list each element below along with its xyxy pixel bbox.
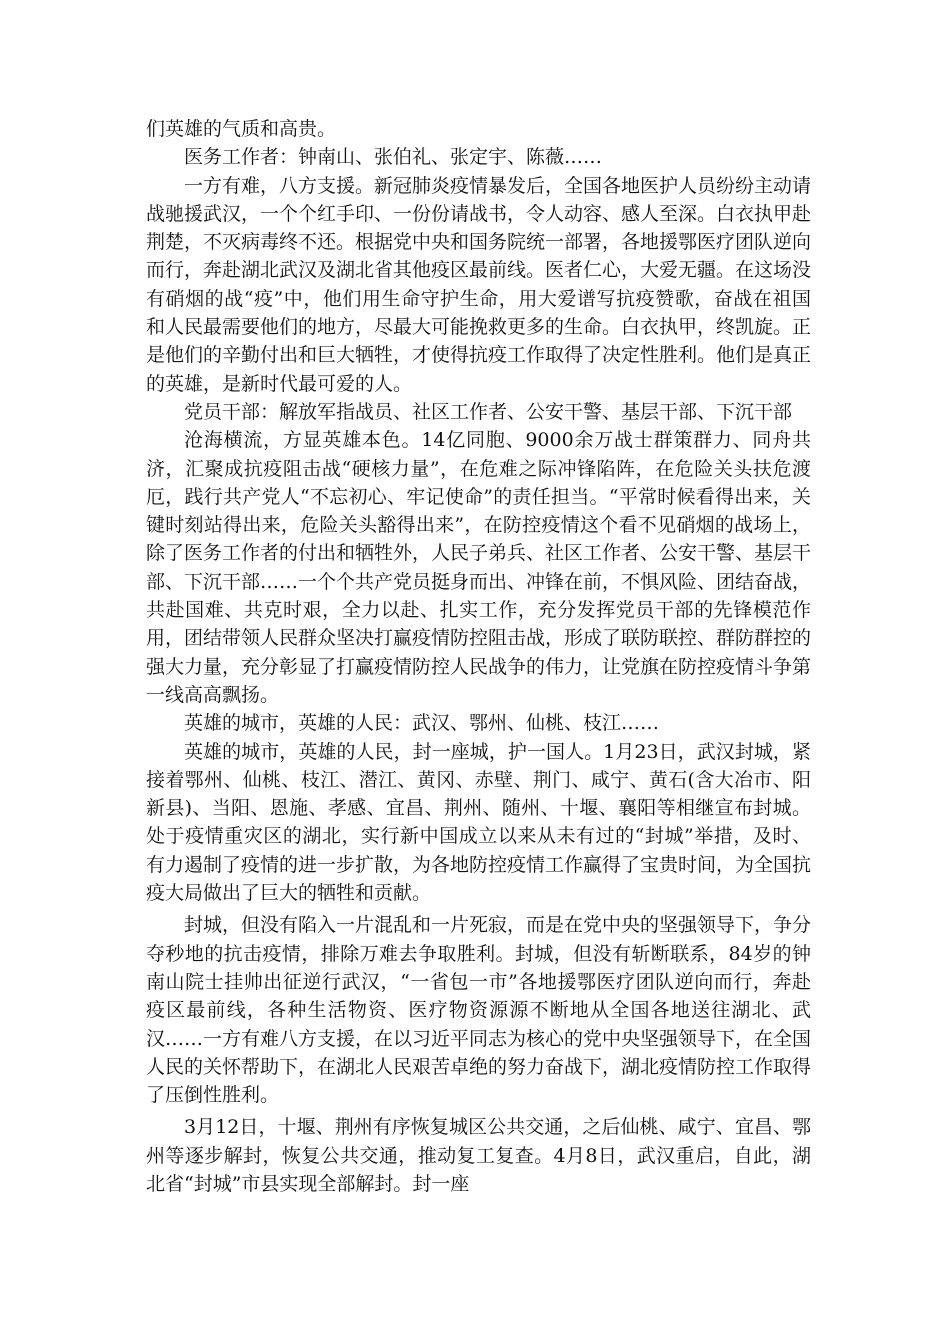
paragraph-continuation: 们英雄的气质和高贵。 bbox=[146, 118, 337, 140]
paragraph-party-cadres: 沧海横流，方显英雄本色。14亿同胞、9000余万战士群策群力、同舟共济，汇聚成抗疫阻击战“硬核力量”，在危难之际冲锋陷阵，在危险关头扶危渡厄，践行共产党人“不忘初心、牢记使命”的责任担当。“平常时候看得出来，关键时刻站得出来，危险关头豁得出来”，在防控疫情这个看不见硝烟的战场上，除了医务工作者的付出和牺牲外，人民子弟兵、社区工作者、公安干警、基层干部、下沉干部……一个个共产党员挺身而出、冲锋在前，不惧风险、团结奋战，共赴国难、共克时艰，全力以赴、扎实工作，充分发挥党员干部的先锋模范作用，团结带领人民群众坚决打赢疫情防控阻击战，形成了联防联控、群防群控的强大力量，充分彰显了打赢疫情防控人民战争的伟力，让党旗在防控疫情斗争第一线高高飘扬。 bbox=[146, 429, 812, 706]
heading-medical-workers: 医务工作者：钟南山、张伯礼、张定宇、陈薇…… bbox=[184, 146, 603, 169]
document-page bbox=[146, 115, 811, 1198]
heading-party-cadres: 党员干部：解放军指战员、社区工作者、公安干警、基层干部、下沉干部 bbox=[184, 400, 793, 423]
paragraph-reopening: 3月12日，十堰、荆州有序恢复城区公共交通，之后仙桃、咸宁、宜昌、鄂州等逐步解封，恢复公共交通，推动复工复查。4月8日，武汉重启，自此，湖北省“封城”市县实现全部解封。封一座 bbox=[146, 1116, 811, 1195]
paragraph-city-lockdown: 英雄的城市，英雄的人民，封一座城，护一国人。1月23日，武汉封城，紧接着鄂州、仙桃、枝江、潜江、黄冈、赤壁、荆门、咸宁、黄石(含大冶市、阳新县)、当阳、恩施、孝感、宜昌、荆州、随州、十堰、襄阳等相继宣布封城。处于疫情重灾区的湖北，实行新中国成立以来从未有过的“封城”举措，及时、有力遏制了疫情的进一步扩散，为各地防控疫情工作赢得了宝贵时间，为全国抗疫大局做出了巨大的牺牲和贡献。 bbox=[146, 740, 812, 905]
paragraph-medical-workers: 一方有难，八方支援。新冠肺炎疫情暴发后，全国各地医护人员纷纷主动请战驰援武汉，一个个红手印、一份份请战书，令人动容、感人至深。白衣执甲赴荆楚，不灭病毒终不还。根据党中央和国务院统一部署，各地援鄂医疗团队逆向而行，奔赴湖北武汉及湖北省其他疫区最前线。医者仁心，大爱无疆。在这场没有硝烟的战“疫”中，他们用生命守护生命，用大爱谱写抗疫赞歌，奋战在祖国和人民最需要他们的地方，尽最大可能挽救更多的生命。白衣执甲，终凯旋。正是他们的辛勤付出和巨大牺牲，才使得抗疫工作取得了决定性胜利。他们是真正的英雄，是新时代最可爱的人。 bbox=[146, 174, 812, 395]
heading-heroic-cities: 英雄的城市，英雄的人民：武汉、鄂州、仙桃、枝江…… bbox=[184, 712, 660, 735]
paragraph-fight-epidemic: 封城，但没有陷入一片混乱和一片死寂，而是在党中央的坚强领导下，争分夺秒地的抗击疫情，排除万难去争取胜利。封城，但没有斩断联系，84岁的钟南山院士挂帅出征逆行武汉，“一省包一市”各地援鄂医疗团队逆向而行，奔赴疫区最前线，各种生活物资、医疗物资源源不断地从全国各地送往湖北、武汉……一方有难八方支援，在以习近平同志为核心的党中央坚强领导下，在全国人民的关怀帮助下，在湖北人民艰苦卓绝的努力奋战下，湖北疫情防控工作取得了压倒性胜利。 bbox=[146, 914, 812, 1107]
